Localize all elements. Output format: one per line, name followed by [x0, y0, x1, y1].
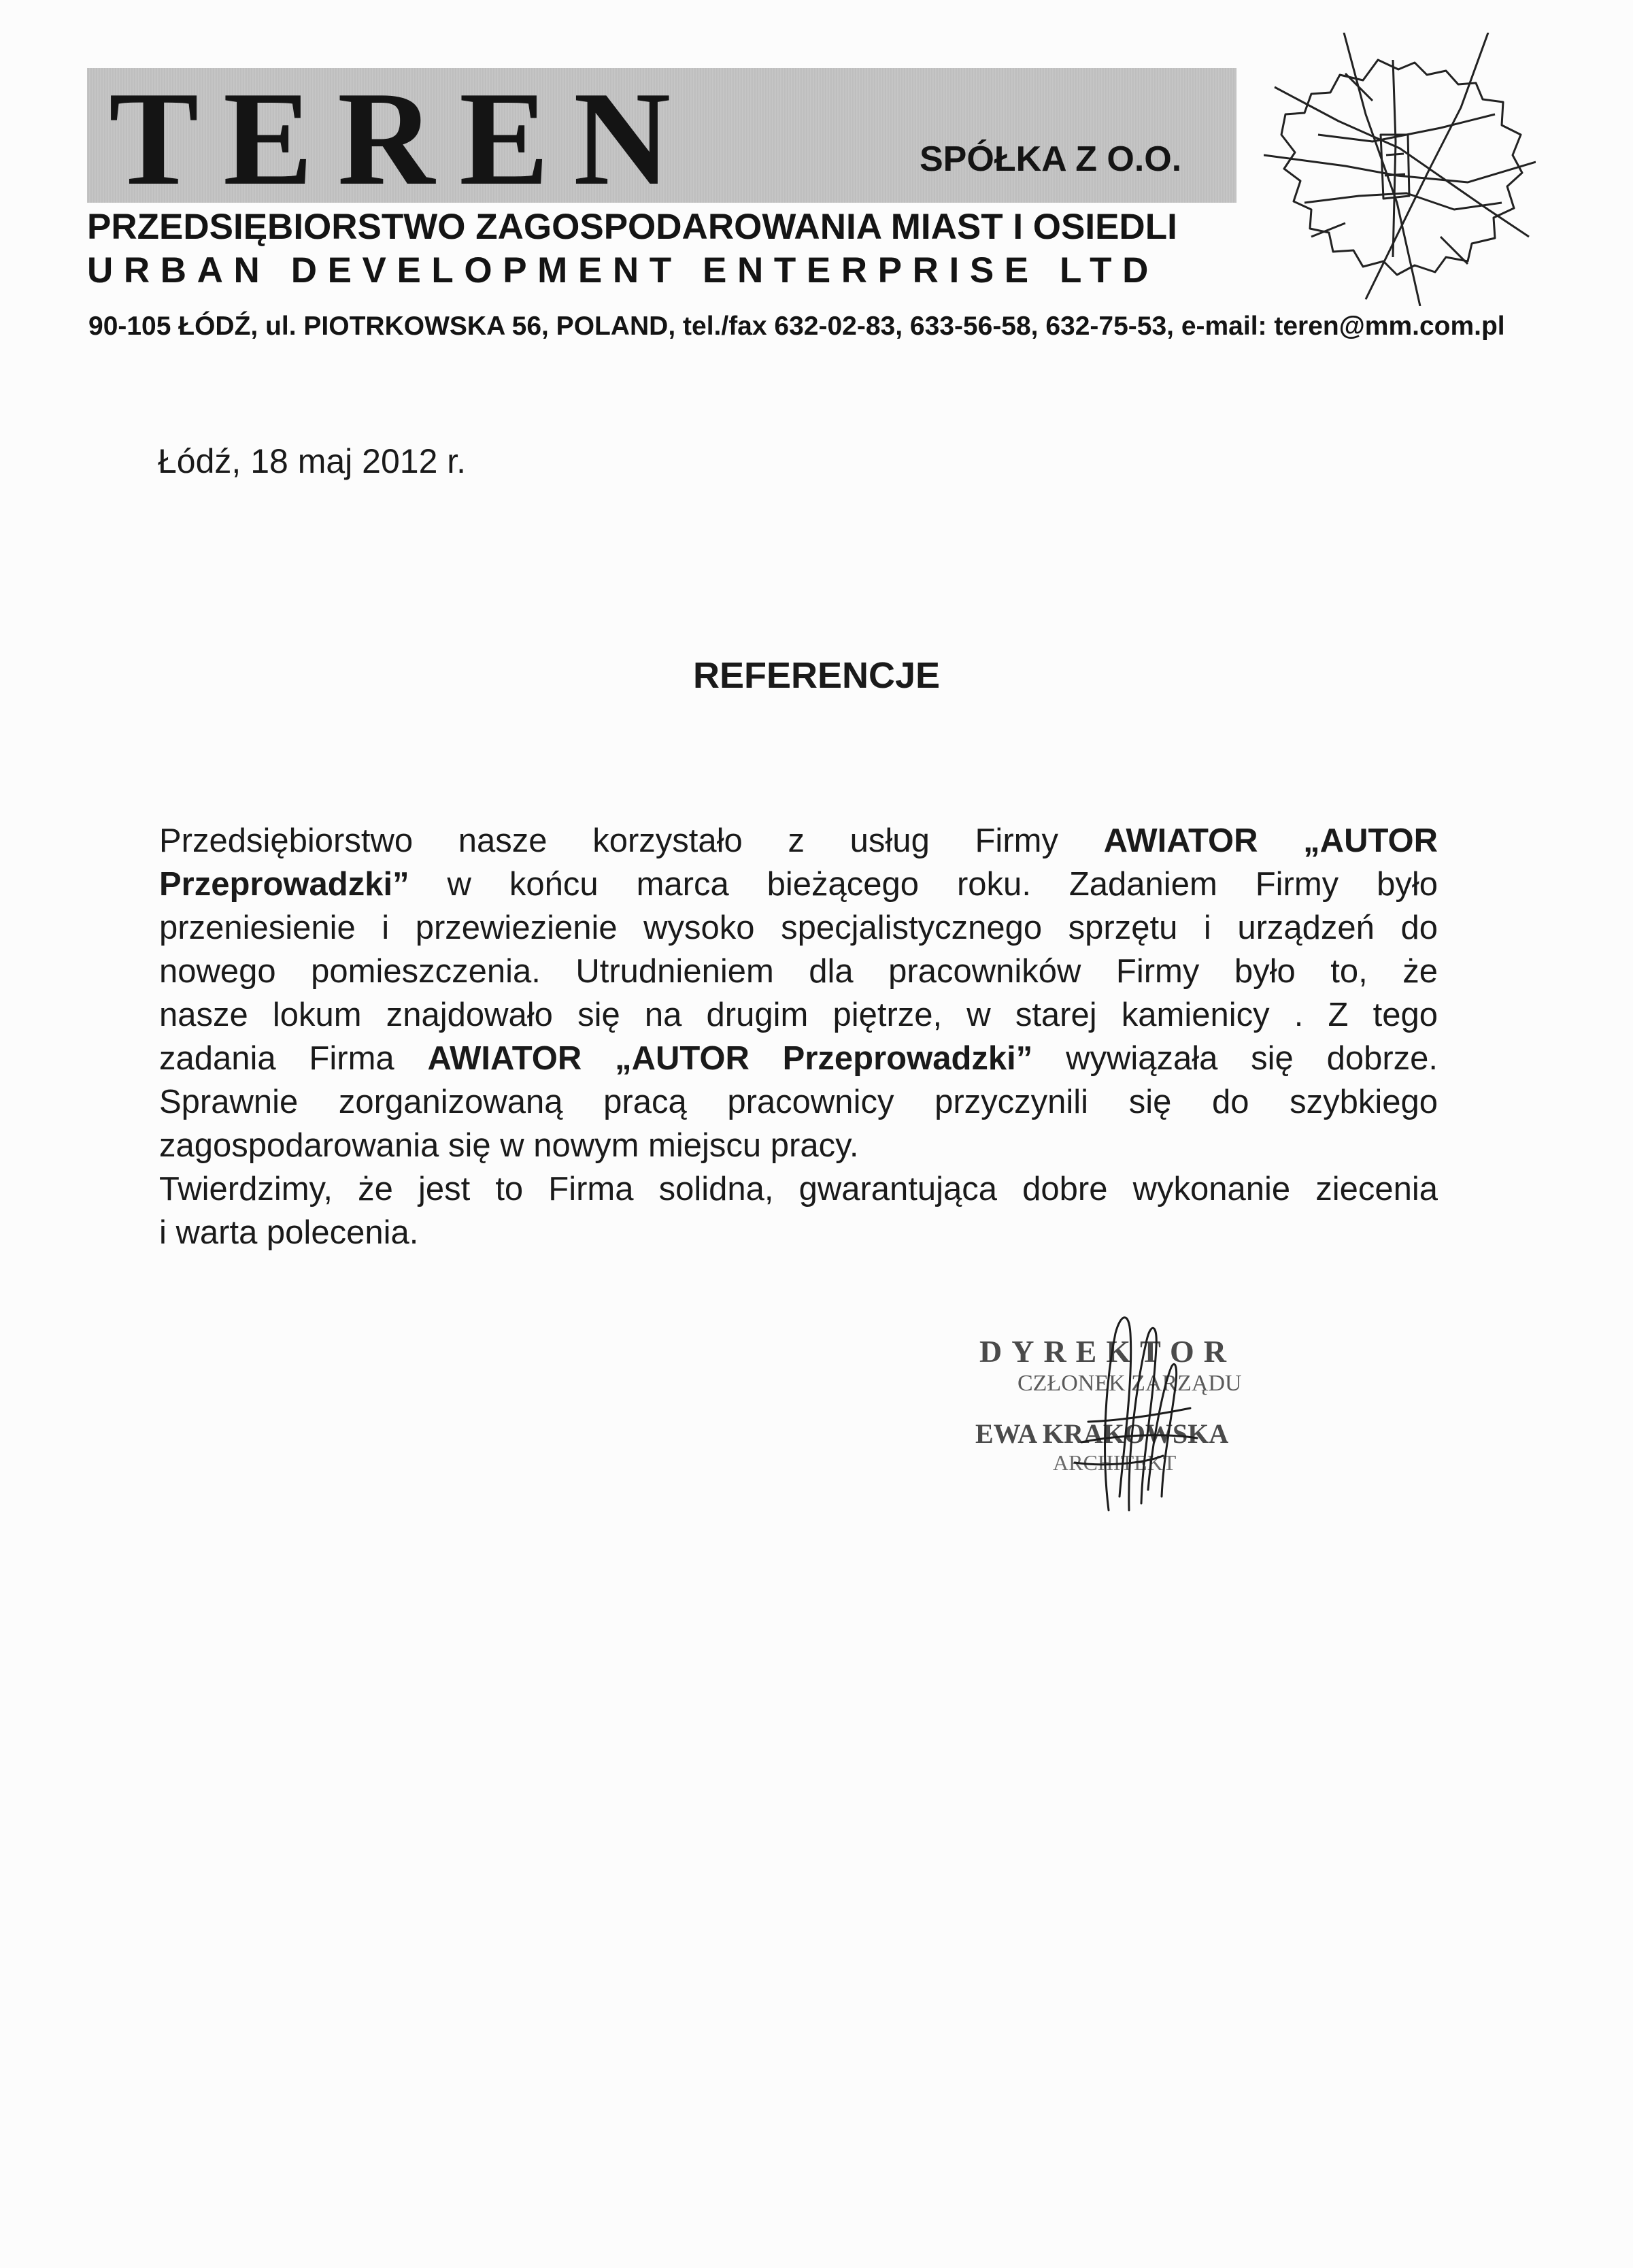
body-line	[159, 863, 1438, 906]
stamp-title: ARCHITEKT	[1053, 1450, 1177, 1475]
body-line	[159, 950, 1438, 993]
body-text: nowego pomieszczenia. Utrudnieniem dla pracowników Firmy było to, że	[159, 953, 1438, 990]
company-name-emphasis: AWIATOR „AUTOR	[1103, 822, 1438, 859]
company-name-emphasis: AWIATOR „AUTOR Przeprowadzki”	[427, 1040, 1033, 1077]
body-line	[159, 1167, 1438, 1211]
body-line	[159, 819, 1438, 863]
body-text: zagospodarowania się w nowym miejscu pracy.	[159, 1127, 859, 1164]
body-text: nasze lokum znajdowało się na drugim piętrze, w starej kamienicy . Z tego	[159, 997, 1438, 1033]
stamp-role: DYREKTOR	[979, 1334, 1236, 1369]
body-text: Sprawnie zorganizowaną pracą pracownicy przyczynili się do szybkiego	[159, 1084, 1438, 1120]
city-map-icon	[1264, 33, 1536, 306]
company-brand: TEREN	[109, 64, 696, 213]
company-name-en: URBAN DEVELOPMENT ENTERPRISE LTD	[87, 250, 1159, 290]
company-form: SPÓŁKA Z O.O.	[920, 139, 1182, 179]
stamp-board: CZŁONEK ZARZĄDU	[1017, 1371, 1242, 1396]
body-text: i warta polecenia.	[159, 1214, 419, 1251]
body-line	[159, 1211, 1438, 1254]
body-text: zadania Firma	[159, 1040, 428, 1077]
body-line	[159, 1080, 1438, 1124]
place-and-date: Łódź, 18 maj 2012 r.	[158, 442, 467, 480]
body-line	[159, 993, 1438, 1037]
stamp-name: EWA KRAKOWSKA	[975, 1418, 1229, 1449]
body-text: w końcu marca bieżącego roku. Zadaniem Firmy było	[409, 866, 1438, 903]
body-line	[159, 1037, 1438, 1080]
body-text: Twierdzimy, że jest to Firma solidna, gwarantująca dobre wykonanie ziecenia	[159, 1171, 1438, 1207]
company-name-pl: PRZEDSIĘBIORSTWO ZAGOSPODAROWANIA MIAST I OSIEDLI	[87, 207, 1177, 247]
company-name-emphasis: Przeprowadzki”	[159, 866, 409, 903]
body-line	[159, 1124, 1438, 1167]
letter-body	[159, 819, 1438, 1254]
document-title: REFERENCJE	[692, 655, 941, 696]
company-address: 90-105 ŁÓDŹ, ul. PIOTRKOWSKA 56, POLAND, tel./fax 632-02-83, 633-56-58, 632-75-53, e-mail: teren@mm.com.pl	[88, 312, 1505, 341]
body-line	[159, 906, 1438, 950]
handwritten-signature-icon	[1061, 1306, 1211, 1517]
body-text: przeniesienie i przewiezienie wysoko specjalistycznego sprzętu i urządzeń do	[159, 910, 1438, 946]
body-text: wywiązała się dobrze.	[1032, 1040, 1438, 1077]
body-text: Przedsiębiorstwo nasze korzystało z usług Firmy	[159, 822, 1104, 859]
